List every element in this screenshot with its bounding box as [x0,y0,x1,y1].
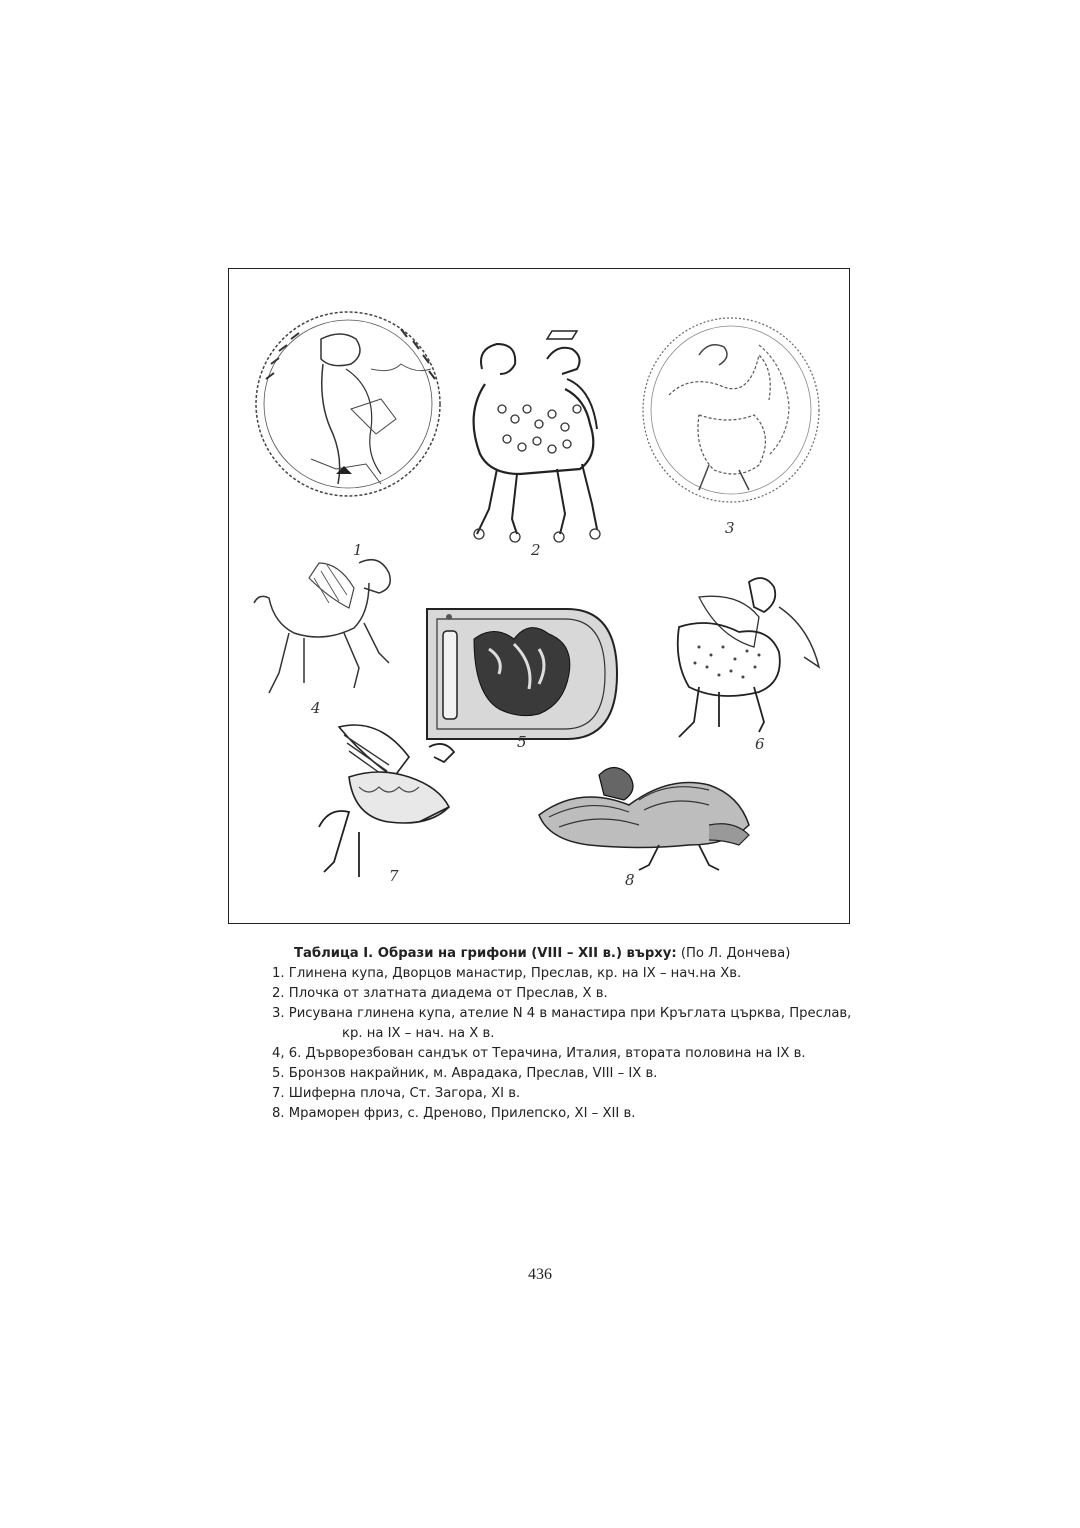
figure-2-griffin [457,329,617,559]
plate-caption [272,944,862,1124]
caption-item-continuation: кр. на IX – нач. на X в. [342,1026,495,1041]
caption-item: 2. Плочка от златната диадема от Преслав, X в. [272,986,608,1001]
figure-number: 1 [353,541,363,559]
caption-item: 1. Глинена купа, Дворцов манастир, Преслав, кр. на IX – нач.на Хв. [272,966,742,981]
figure-6-griffin [659,567,839,757]
page-number: 436 [528,1266,552,1283]
caption-item: 4, 6. Дърворезбован сандък от Терачина, Италия, втората половина на IX в. [272,1046,806,1061]
figure-number: 7 [389,867,399,885]
caption-item: 5. Бронзов накрайник, м. Аврадака, Преслав, VIII – IX в. [272,1066,658,1081]
figure-number: 4 [311,699,321,717]
figure-7-griffin [299,717,479,889]
figure-4-griffin [249,543,409,723]
illustration-plate [228,268,850,924]
figure-number: 8 [625,871,635,889]
figure-number: 3 [725,519,735,537]
caption-item: 8. Мраморен фриз, с. Дреново, Прилепско, XI – XII в. [272,1106,636,1121]
caption-title [272,944,862,964]
caption-title-bold: Таблица I. Образи на грифони (VIII – XII в.) върху: [294,946,677,961]
caption-item: 7. Шиферна плоча, Ст. Загора, XI в. [272,1086,521,1101]
figure-number: 2 [531,541,541,559]
figure-1-bowl [251,309,451,559]
figure-number: 5 [517,733,527,751]
figure-8-griffin [529,755,779,889]
caption-item: 3. Рисувана глинена купа, ателие N 4 в манастира при Кръглата църква, Преслав, [272,1006,852,1021]
figure-3-medallion [639,315,829,535]
caption-title-source: (По Л. Дончева) [676,946,791,961]
figure-number: 6 [755,735,765,753]
